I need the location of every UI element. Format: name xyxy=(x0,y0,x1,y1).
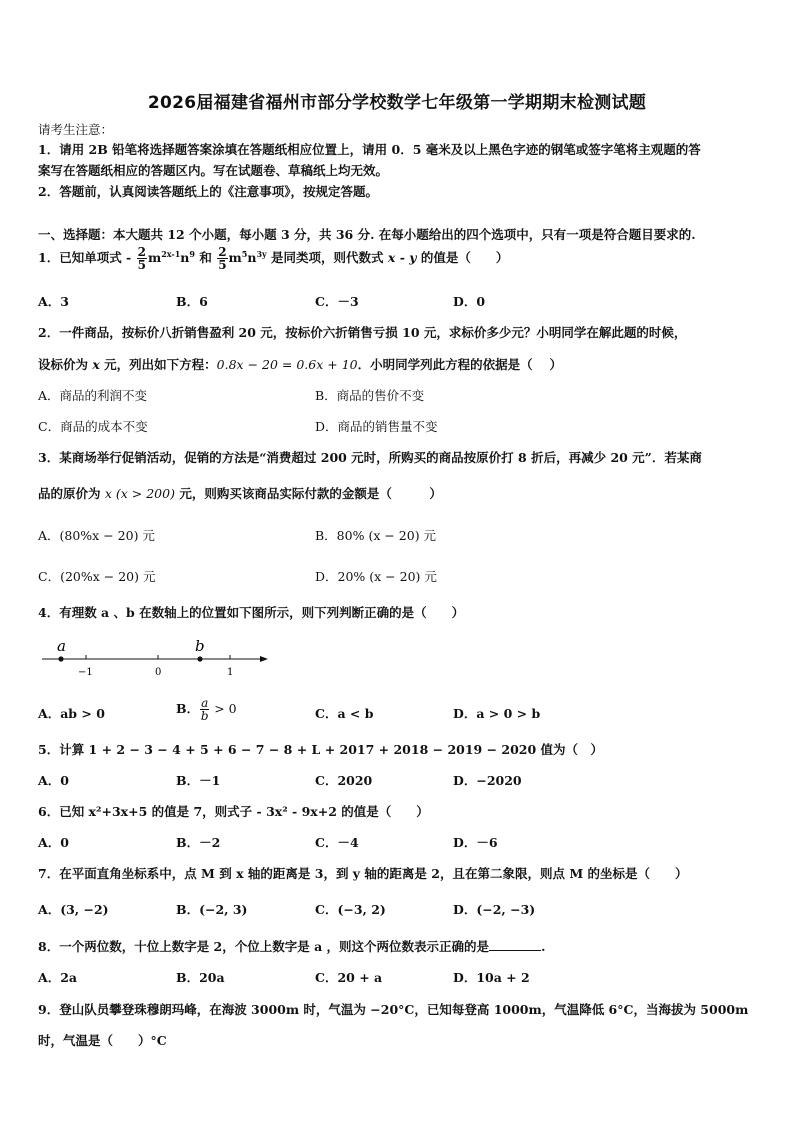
q1-and: 和 xyxy=(194,250,217,265)
question-1 xyxy=(38,246,508,271)
q6-option-c[interactable]: C．－4 xyxy=(315,835,359,850)
q1-term1: m xyxy=(147,250,162,265)
q1-option-a[interactable]: A．3 xyxy=(38,294,69,309)
tick-label-0: 0 xyxy=(155,667,162,678)
q8-option-b[interactable]: B．20a xyxy=(176,970,225,985)
tick-label-minus-1: −1 xyxy=(78,667,93,678)
question-4: 4．有理数 a 、b 在数轴上的位置如下图所示，则下列判断正确的是（ ） xyxy=(38,605,465,620)
q2-line2-b: 元，列出如下方程： xyxy=(99,357,217,372)
q5-option-a[interactable]: A．0 xyxy=(38,773,69,788)
q1-fraction-2 xyxy=(217,246,227,271)
q5-option-b[interactable]: B．－1 xyxy=(176,773,221,788)
q8-option-d[interactable]: D．10a + 2 xyxy=(453,970,530,985)
q6-option-d[interactable]: D．－6 xyxy=(453,835,498,850)
question-3-line-2 xyxy=(38,484,442,502)
q7-option-c[interactable]: C．(−3, 2) xyxy=(315,902,386,917)
q8-answer-blank[interactable] xyxy=(489,940,541,951)
notice-heading: 请考生注意： xyxy=(38,122,114,137)
q2-line2-c: ．小明同学列此方程的依据是（ ） xyxy=(357,357,562,372)
number-line-figure xyxy=(38,636,278,682)
question-3-line-1: 3．某商场举行促销活动，促销的方法是“消费超过 200 元时，所购买的商品按原价打 8 折后，再减少 20 元”．若某商 xyxy=(38,450,702,465)
q3-line2-a: 品的原价为 xyxy=(38,486,105,501)
tick-label-1: 1 xyxy=(227,667,234,678)
q3-math: x (x > 200) xyxy=(104,486,175,501)
question-6: 6．已知 x²+3x+5 的值是 7，则式子 - 3x² - 9x+2 的值是（ ） xyxy=(38,804,429,819)
q4-option-b-letter: B． xyxy=(176,701,200,716)
q5-option-c[interactable]: C．2020 xyxy=(315,773,373,788)
point-a xyxy=(58,656,63,661)
q1-frac2-den: 5 xyxy=(218,258,227,272)
q3-option-b[interactable]: B．80% (x − 20) 元 xyxy=(315,528,437,543)
notice-item-1-line-2: 案写在答题纸相应的答题区内。写在试题卷、草稿纸上均无效。 xyxy=(38,163,389,178)
question-5: 5．计算 1 + 2 − 3 − 4 + 5 + 6 − 7 − 8 + L + 2017 + 2018 − 2019 − 2020 值为（ ） xyxy=(38,742,604,757)
q7-option-a[interactable]: A．(3, −2) xyxy=(38,902,109,917)
page-title: 2026届福建省福州市部分学校数学七年级第一学期期末检测试题 xyxy=(147,93,647,113)
q4-optB-num: a xyxy=(201,696,209,710)
q3-option-c[interactable]: C．(20%x − 20) 元 xyxy=(38,569,156,584)
point-b-label: b xyxy=(195,637,205,655)
q4-optB-den: b xyxy=(200,709,209,723)
q1-option-d[interactable]: D．0 xyxy=(453,294,486,309)
q1-suffix: 是同类项，则代数式 xyxy=(266,250,388,265)
q2-option-b[interactable]: B．商品的售价不变 xyxy=(315,388,425,403)
q1-term2-sup: 5 xyxy=(241,248,248,259)
q4-option-c[interactable]: C．a < b xyxy=(315,706,374,721)
q1-option-c[interactable]: C．－3 xyxy=(315,294,359,309)
q1-term1-b: n xyxy=(180,250,190,265)
q4-optB-rest: > 0 xyxy=(210,701,237,716)
q1-frac-num: 2 xyxy=(137,245,146,259)
q1-prefix: 1．已知单项式 - xyxy=(38,250,132,265)
question-2-line-2 xyxy=(38,355,562,373)
q1-expr: x - y xyxy=(387,250,417,265)
number-line-arrow-icon xyxy=(260,656,268,662)
q1-option-b[interactable]: B．6 xyxy=(176,294,208,309)
point-b xyxy=(197,656,202,661)
q1-term2-b-sup: 3y xyxy=(256,248,267,259)
q8-option-c[interactable]: C．20 + a xyxy=(315,970,383,985)
q2-option-a[interactable]: A．商品的利润不变 xyxy=(38,388,148,403)
q1-term2-b: n xyxy=(247,250,257,265)
q4-option-b-fraction xyxy=(200,697,209,722)
q4-option-a[interactable]: A．ab > 0 xyxy=(38,706,105,721)
q1-term1-b-sup: 9 xyxy=(189,248,195,259)
q1-term2: m xyxy=(228,250,242,265)
q3-line2-b: 元，则购买该商品实际付款的金额是（ ） xyxy=(174,486,442,501)
point-a-label: a xyxy=(57,637,66,655)
q8-line-b: . xyxy=(541,939,546,954)
q7-option-b[interactable]: B．(−2, 3) xyxy=(176,902,248,917)
notice-item-1-line-1: 1．请用 2B 铅笔将选择题答案涂填在答题纸相应位置上，请用 0．5 毫米及以上黑色字迹的钢笔或签字笔将主观题的答 xyxy=(38,142,701,157)
q1-frac-den: 5 xyxy=(137,258,146,272)
q2-option-d[interactable]: D．商品的销售量不变 xyxy=(315,419,438,434)
q8-line-a: 8．一个两位数，十位上数字是 2，个位上数字是 a ，则这个两位数表示正确的是 xyxy=(38,939,490,954)
q1-term1-sup: 2x-1 xyxy=(161,248,181,259)
q3-option-d[interactable]: D．20% (x − 20) 元 xyxy=(315,569,437,584)
q1-frac2-num: 2 xyxy=(218,245,227,259)
q2-equation: 0.8x − 20 = 0.6x + 10 xyxy=(216,357,358,372)
q2-option-c[interactable]: C．商品的成本不变 xyxy=(38,419,148,434)
q2-var: x xyxy=(92,357,100,372)
q5-option-d[interactable]: D．−2020 xyxy=(453,773,522,788)
q6-option-a[interactable]: A．0 xyxy=(38,835,69,850)
q6-option-b[interactable]: B．－2 xyxy=(176,835,221,850)
q4-option-b[interactable] xyxy=(176,697,237,722)
q1-end: 的值是（ ） xyxy=(416,250,509,265)
question-2-line-1: 2．一件商品，按标价八折销售盈利 20 元，按标价六折销售亏损 10 元，求标价多少元？小明同学在解此题的时候， xyxy=(38,325,687,340)
q3-option-a[interactable]: A．(80%x − 20) 元 xyxy=(38,528,155,543)
question-8 xyxy=(38,937,545,955)
section-1-heading: 一、选择题：本大题共 12 个小题，每小题 3 分，共 36 分. 在每小题给出的四个选项中，只有一项是符合题目要求的. xyxy=(38,227,696,242)
q2-line2-a: 设标价为 xyxy=(38,357,93,372)
question-9-line-2: 时，气温是（ ）°C xyxy=(38,1033,167,1048)
question-9-line-1: 9．登山队员攀登珠穆朗玛峰，在海波 3000m 时，气温为 −20°C，已知每登高 1000m，气温降低 6°C，当海拔为 5000m xyxy=(38,1002,749,1017)
notice-item-2: 2．答题前，认真阅读答题纸上的《注意事项》，按规定答题。 xyxy=(38,184,378,199)
q1-fraction xyxy=(137,246,147,271)
question-7: 7．在平面直角坐标系中，点 M 到 x 轴的距离是 3，到 y 轴的距离是 2，且在第二象限，则点 M 的坐标是（ ） xyxy=(38,866,688,881)
q7-option-d[interactable]: D．(−2, −3) xyxy=(453,902,536,917)
q4-option-d[interactable]: D．a > 0 > b xyxy=(453,706,541,721)
q8-option-a[interactable]: A．2a xyxy=(38,970,77,985)
